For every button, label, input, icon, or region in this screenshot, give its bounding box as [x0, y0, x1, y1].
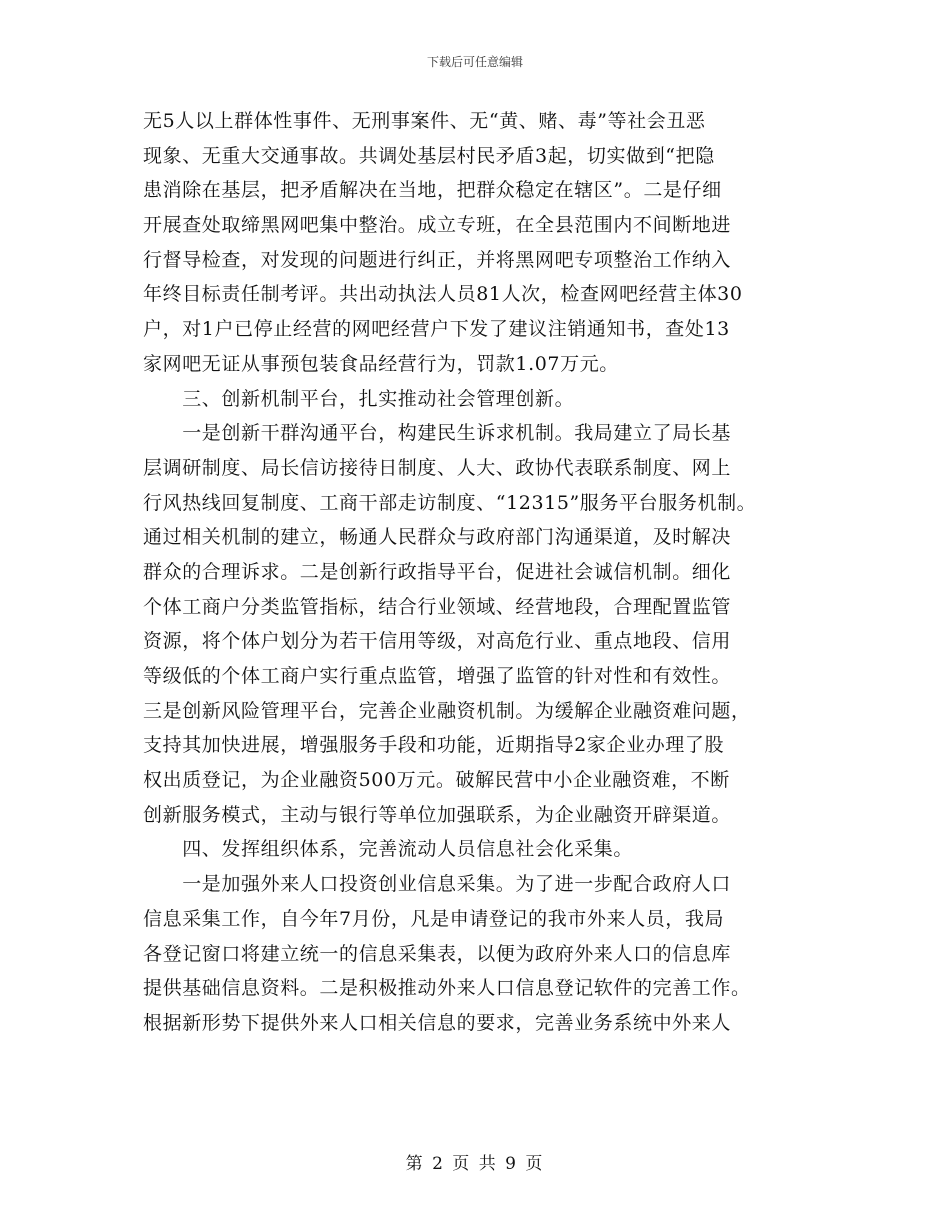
page-number: 第 2 页 共 9 页	[405, 1154, 545, 1174]
text-line: 家网吧无证从事预包装食品经营行为，罚款1.07万元。	[143, 352, 619, 375]
text-line: 通过相关机制的建立，畅通人民群众与政府部门沟通渠道，及时解决	[143, 526, 732, 549]
text-line: 一是加强外来人口投资创业信息采集。为了进一步配合政府人口	[143, 873, 732, 896]
text-line: 资源，将个体户划分为若干信用等级，对高危行业、重点地段、信用	[143, 630, 732, 653]
text-line: 行风热线回复制度、工商干部走访制度、“12315”服务平台服务机制。	[143, 491, 757, 514]
text-line: 根据新形势下提供外来人口相关信息的要求，完善业务系统中外来人	[143, 1011, 732, 1034]
text-line: 户，对1户已停止经营的网吧经营户下发了建议注销通知书，查处13	[143, 318, 730, 341]
text-line: 创新服务模式，主动与银行等单位加强联系，为企业融资开辟渠道。	[143, 803, 732, 826]
text-line: 提供基础信息资料。二是积极推动外来人口信息登记软件的完善工作。	[143, 977, 751, 1000]
text-line: 患消除在基层，把矛盾解决在当地，把群众稳定在辖区”。二是仔细	[143, 179, 722, 202]
text-line: 层调研制度、局长信访接待日制度、人大、政协代表联系制度、网上	[143, 456, 732, 479]
section-heading: 三、创新机制平台，扎实推动社会管理创新。	[143, 387, 575, 410]
text-line: 三是创新风险管理平台，完善企业融资机制。为缓解企业融资难问题，	[143, 699, 751, 722]
section-heading: 四、发挥组织体系，完善流动人员信息社会化采集。	[143, 838, 634, 861]
text-line: 开展查处取缔黑网吧集中整治。成立专班，在全县范围内不间断地进	[143, 214, 732, 237]
text-line: 无5人以上群体性事件、无刑事案件、无“黄、赌、毒”等社会丑恶	[143, 110, 706, 132]
text-line: 信息采集工作，自今年7月份，凡是申请登记的我市外来人员，我局	[143, 907, 725, 930]
text-line: 个体工商户分类监管指标，结合行业领域、经营地段，合理配置监管	[143, 595, 732, 618]
text-line: 群众的合理诉求。二是创新行政指导平台，促进社会诚信机制。细化	[143, 560, 732, 583]
text-line: 各登记窗口将建立统一的信息采集表，以便为政府外来人口的信息库	[143, 942, 732, 965]
text-line: 一是创新干群沟通平台，构建民生诉求机制。我局建立了局长基	[143, 422, 732, 445]
document-body	[143, 104, 823, 1041]
text-line: 年终目标责任制考评。共出动执法人员81人次，检查网吧经营主体30	[143, 283, 743, 306]
text-line: 支持其加快进展，增强服务手段和功能，近期指导2家企业办理了股	[143, 734, 725, 757]
text-line: 等级低的个体工商户实行重点监管，增强了监管的针对性和有效性。	[143, 665, 732, 687]
page-header-note: 下载后可任意编辑	[426, 55, 523, 69]
text-line: 现象、无重大交通事故。共调处基层村民矛盾3起，切实做到“把隐	[143, 144, 715, 167]
text-line: 行督导检查，对发现的问题进行纠正，并将黑网吧专项整治工作纳入	[143, 248, 732, 271]
text-line: 权出质登记，为企业融资500万元。破解民营中小企业融资难，不断	[143, 769, 730, 792]
